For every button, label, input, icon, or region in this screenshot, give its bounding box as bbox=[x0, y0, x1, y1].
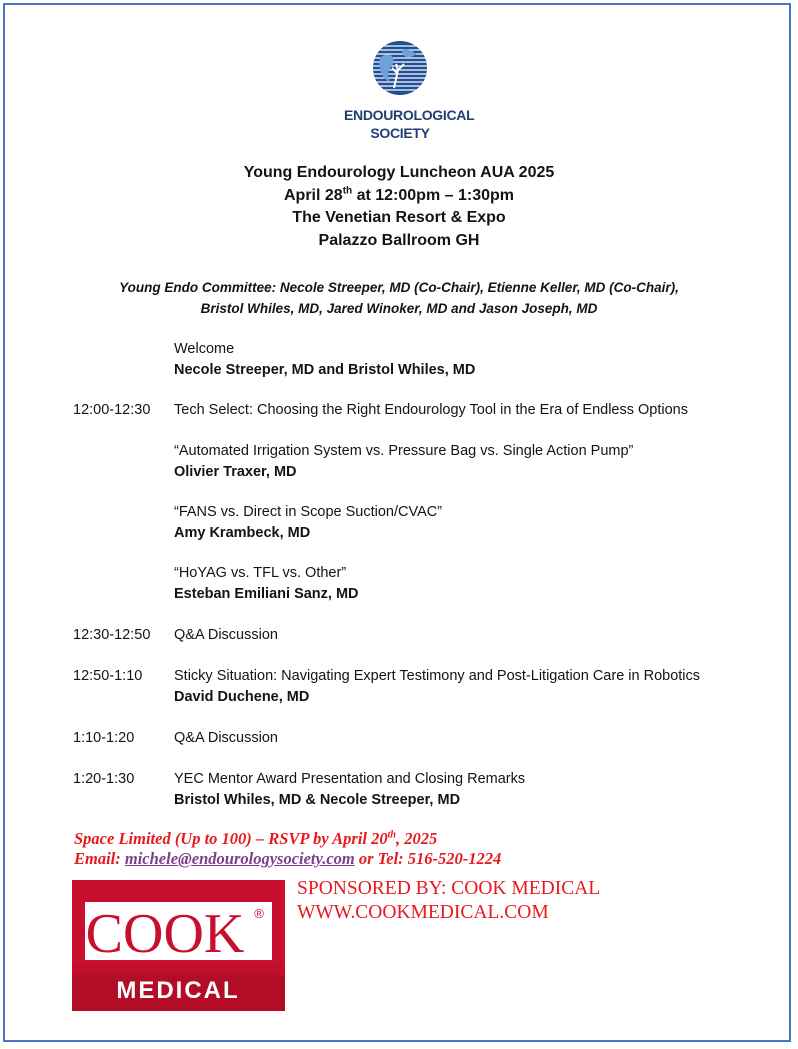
cook-tagline: MEDICAL bbox=[116, 977, 240, 1004]
sponsor-line-1: SPONSORED BY: COOK MEDICAL bbox=[297, 878, 601, 899]
cook-medical-logo bbox=[72, 880, 285, 1011]
talk-title: “Automated Irrigation System vs. Pressure Bag vs. Single Action Pump” bbox=[174, 443, 634, 459]
agenda-speaker: Bristol Whiles, MD & Necole Streeper, MD bbox=[174, 791, 461, 808]
logo-line-2: SOCIETY bbox=[370, 125, 430, 141]
agenda-speaker: David Duchene, MD bbox=[174, 688, 310, 705]
registered-mark: ® bbox=[254, 906, 264, 921]
event-venue: The Venetian Resort & Expo bbox=[292, 209, 506, 226]
event-date bbox=[0, 185, 798, 208]
agenda-title: Q&A Discussion bbox=[174, 730, 278, 746]
committee-line-1: Young Endo Committee: Necole Streeper, MD (Co-Chair), Etienne Keller, MD (Co-Chair), bbox=[119, 280, 679, 295]
sponsor-block bbox=[297, 877, 600, 925]
event-date-sup: th bbox=[342, 185, 353, 197]
tel-text: or Tel: 516-520-1224 bbox=[354, 849, 502, 868]
talk-speaker: Olivier Traxer, MD bbox=[174, 463, 297, 480]
agenda-title: YEC Mentor Award Presentation and Closing Remarks bbox=[174, 771, 526, 787]
rsvp-suffix: , 2025 bbox=[395, 829, 438, 848]
globe-icon bbox=[372, 40, 428, 96]
talk-speaker: Esteban Emiliani Sanz, MD bbox=[174, 585, 359, 602]
agenda-time: 1:10-1:20 bbox=[73, 730, 135, 746]
cook-wordmark: COOK bbox=[85, 903, 245, 965]
logo-line-1: ENDOUROLOGICAL bbox=[344, 107, 475, 123]
agenda-title: Welcome bbox=[174, 341, 235, 357]
event-header bbox=[0, 162, 798, 252]
contact-line bbox=[74, 849, 774, 869]
committee bbox=[0, 277, 798, 319]
agenda-time: 1:20-1:30 bbox=[73, 771, 135, 787]
event-title: Young Endourology Luncheon AUA 2025 bbox=[243, 164, 555, 181]
event-room: Palazzo Ballroom GH bbox=[318, 231, 480, 249]
agenda-time: 12:30-12:50 bbox=[73, 627, 151, 643]
rsvp-line bbox=[74, 829, 774, 849]
rsvp-sup: th bbox=[387, 829, 396, 841]
agenda-title: Q&A Discussion bbox=[174, 627, 278, 643]
agenda-title: Sticky Situation: Navigating Expert Testimony and Post-Litigation Care in Robotics bbox=[174, 668, 701, 684]
rsvp-prefix: Space Limited (Up to 100) – RSVP by April 20 bbox=[74, 829, 388, 848]
talk-title: “FANS vs. Direct in Scope Suction/CVAC” bbox=[174, 504, 443, 520]
agenda-speaker: Necole Streeper, MD and Bristol Whiles, MD bbox=[174, 361, 476, 378]
rsvp-block bbox=[74, 829, 774, 869]
endourological-society-logo bbox=[344, 40, 475, 145]
event-date-suffix: at 12:00pm – 1:30pm bbox=[352, 186, 514, 204]
sponsor-line-2: WWW.COOKMEDICAL.COM bbox=[297, 902, 549, 923]
talk-title: “HoYAG vs. TFL vs. Other” bbox=[174, 565, 347, 581]
event-date-prefix: April 28 bbox=[284, 186, 343, 204]
email-link[interactable]: michele@endourologysociety.com bbox=[124, 849, 355, 868]
agenda-time: 12:00-12:30 bbox=[73, 402, 151, 418]
talk-speaker: Amy Krambeck, MD bbox=[174, 524, 311, 541]
email-label: Email: bbox=[74, 849, 125, 868]
agenda-title: Tech Select: Choosing the Right Endourology Tool in the Era of Endless Options bbox=[174, 402, 688, 418]
committee-line-2: Bristol Whiles, MD, Jared Winoker, MD and Jason Joseph, MD bbox=[200, 301, 598, 316]
agenda-time: 12:50-1:10 bbox=[73, 668, 143, 684]
